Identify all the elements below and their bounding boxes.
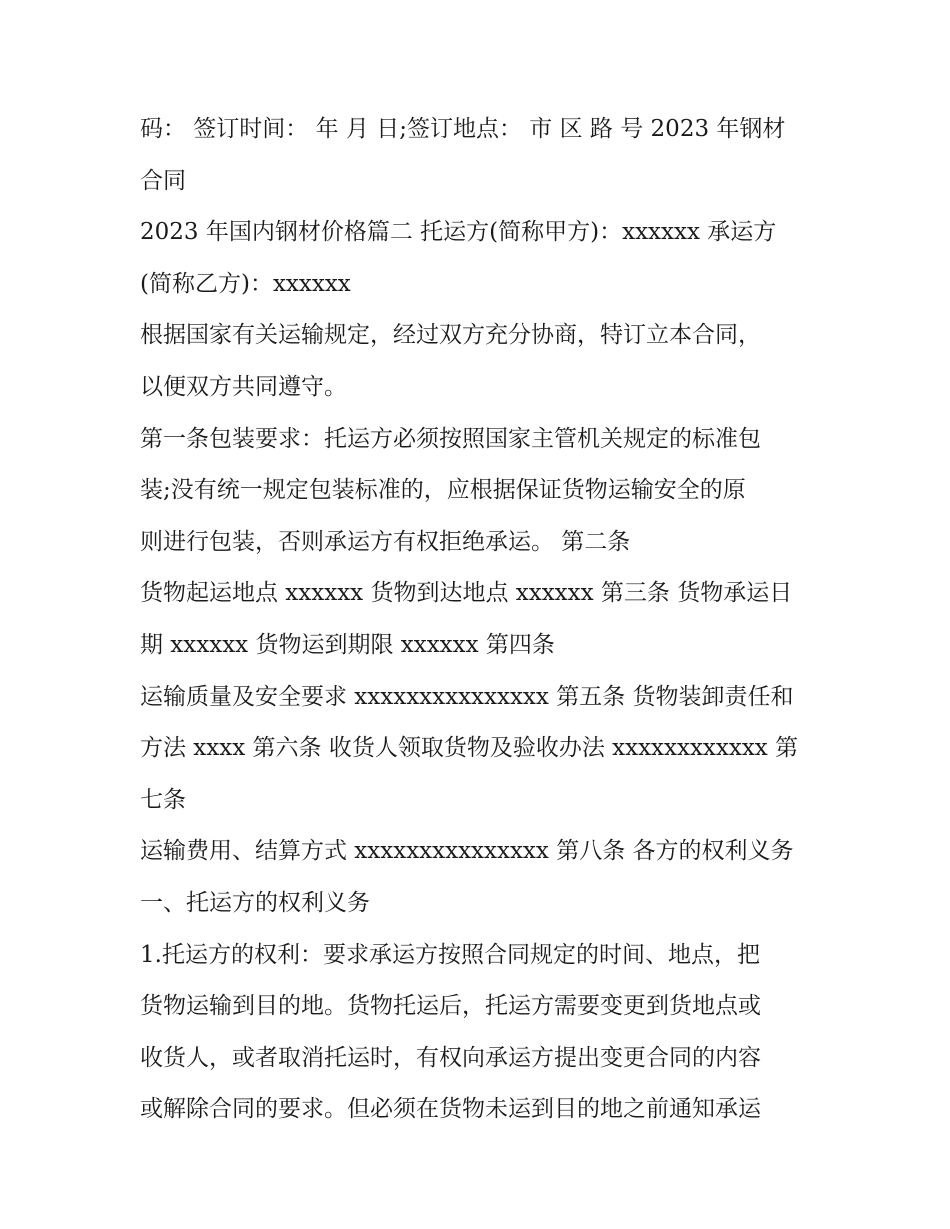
text-line: 装;没有统一规定包装标准的，应根据保证货物运输安全的原 bbox=[140, 477, 746, 504]
text-line: 货物起运地点 xxxxxx 货物到达地点 xxxxxx 第三条 货物承运日 bbox=[140, 580, 793, 607]
text-line: 或解除合同的要求。但必须在货物未运到目的地之前通知承运 bbox=[140, 1096, 761, 1123]
text-line: 合同 bbox=[140, 167, 186, 194]
text-line: 第一条包装要求：托运方必须按照国家主管机关规定的标准包 bbox=[140, 425, 761, 452]
text-line: 1.托运方的权利：要求承运方按照合同规定的时间、地点，把 bbox=[140, 941, 760, 968]
text-line: 货物运输到目的地。货物托运后，托运方需要变更到货地点或 bbox=[140, 993, 761, 1020]
text-line: 则进行包装，否则承运方有权拒绝承运。 第二条 bbox=[140, 528, 631, 555]
text-line: 一、托运方的权利义务 bbox=[140, 889, 370, 916]
text-line: 根据国家有关运输规定，经过双方充分协商，特订立本合同， bbox=[140, 322, 761, 349]
document-body bbox=[140, 104, 820, 1136]
text-line: 码： 签订时间： 年 月 日;签订地点： 市 区 路 号 2023 年钢材 bbox=[140, 116, 786, 142]
text-line: 七条 bbox=[140, 786, 186, 813]
text-line: 运输质量及安全要求 xxxxxxxxxxxxxxx 第五条 货物装卸责任和 bbox=[140, 683, 794, 710]
text-line: 收货人，或者取消托运时，有权向承运方提出变更合同的内容 bbox=[140, 1044, 761, 1071]
text-line: 方法 xxxx 第六条 收货人领取货物及验收办法 xxxxxxxxxxxx 第 bbox=[140, 735, 799, 762]
text-line: (简称乙方)：xxxxxx bbox=[140, 270, 351, 297]
text-line: 期 xxxxxx 货物运到期限 xxxxxx 第四条 bbox=[140, 631, 555, 658]
text-line: 2023 年国内钢材价格篇二 托运方(简称甲方)：xxxxxx 承运方 bbox=[140, 219, 777, 246]
text-line: 运输费用、结算方式 xxxxxxxxxxxxxxx 第八条 各方的权利义务 bbox=[140, 838, 794, 865]
text-line: 以便双方共同遵守。 bbox=[140, 373, 347, 400]
